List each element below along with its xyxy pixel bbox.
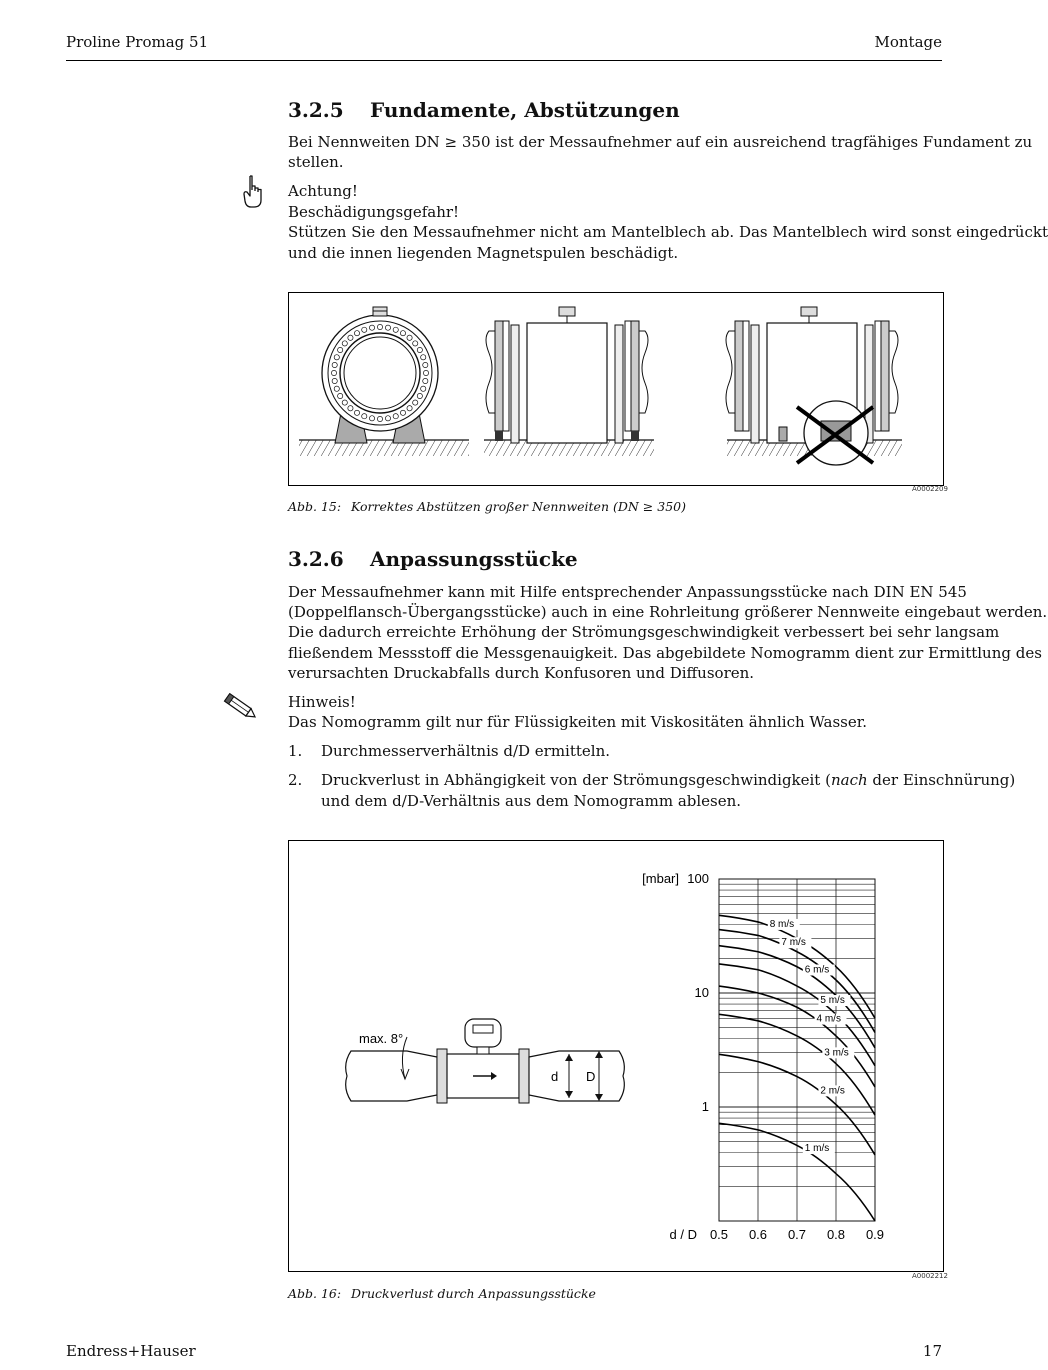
x-tick-label: 0.8 xyxy=(826,1227,846,1242)
intro-line-2: stellen. xyxy=(288,153,344,171)
side-view-wrong xyxy=(726,307,902,465)
header-rule xyxy=(66,60,942,61)
para-line-5: verursachten Druckabfalls durch Konfusoren und Diffusoren. xyxy=(288,664,755,682)
step-text-end: der Einschnürung) xyxy=(867,771,1016,789)
header-right: Montage xyxy=(874,33,942,51)
section-title: Anpassungsstücke xyxy=(370,547,578,571)
figure-15-caption-text: Korrektes Abstützen großer Nennweiten (DN ≥ 350) xyxy=(351,499,686,514)
step-number: 1. xyxy=(288,742,303,760)
side-view-correct xyxy=(484,307,654,456)
step-text: Durchmesserverhältnis d/D ermitteln. xyxy=(321,742,611,760)
figure-16-frame xyxy=(288,840,944,1272)
front-view xyxy=(299,307,469,456)
y-tick-label: 100 xyxy=(687,871,709,886)
series-label: 3 m/s xyxy=(824,1047,849,1059)
reducer-diagram xyxy=(346,1019,625,1103)
small-d-label: d xyxy=(551,1069,559,1084)
footer-left: Endress+Hauser xyxy=(66,1342,196,1360)
nomogram-figure xyxy=(289,841,943,1271)
para-line-2: (Doppelflansch-Übergangsstücke) auch in eine Rohrleitung größerer Nennweite eingebaut werden. xyxy=(288,603,1048,621)
pencil-icon xyxy=(220,690,260,724)
big-d-label: D xyxy=(586,1069,596,1084)
figure-15-id: A0002209 xyxy=(912,485,948,493)
section-number: 3.2.6 xyxy=(288,547,344,571)
step-number: 2. xyxy=(288,771,303,789)
intro-line-1: Bei Nennweiten DN ≥ 350 ist der Messaufnehmer auf ein ausreichend tragfähiges Fundament zu xyxy=(288,133,1033,151)
nomogram-chart xyxy=(642,871,884,1242)
note-text: Das Nomogramm gilt nur für Flüssigkeiten mit Viskositäten ähnlich Wasser. xyxy=(288,713,868,731)
support-drawing xyxy=(289,293,943,485)
step-text: Druckverlust in Abhängigkeit von der Strömungsgeschwindigkeit ( xyxy=(321,771,831,789)
angle-label: max. 8° xyxy=(359,1031,404,1046)
section-number: 3.2.5 xyxy=(288,98,344,122)
section-title: Fundamente, Abstützungen xyxy=(370,98,680,122)
figure-16-caption-text: Druckverlust durch Anpassungsstücke xyxy=(351,1286,596,1301)
figure-16-caption-label: Abb. 16: xyxy=(288,1286,342,1301)
pointing-hand-icon xyxy=(240,174,266,210)
series-label: 2 m/s xyxy=(820,1085,845,1097)
series-label: 1 m/s xyxy=(804,1143,830,1155)
header-left: Proline Promag 51 xyxy=(66,33,209,51)
section-heading-325 xyxy=(288,98,680,122)
y-tick-label: 10 xyxy=(694,985,709,1000)
series-label: 4 m/s xyxy=(816,1013,841,1025)
note-title: Hinweis! xyxy=(288,693,356,711)
x-tick-label: 0.5 xyxy=(709,1227,729,1242)
warning-title: Achtung! xyxy=(288,182,358,200)
series-label: 6 m/s xyxy=(804,964,830,976)
y-axis-label: [mbar] xyxy=(642,871,679,886)
series-label: 5 m/s xyxy=(820,995,845,1007)
series-label: 8 m/s xyxy=(769,918,795,930)
figure-16-id: A0002212 xyxy=(912,1272,948,1280)
figure-15-frame xyxy=(288,292,944,486)
x-tick-label: 0.9 xyxy=(865,1227,885,1242)
step-2-line-2: und dem d/D-Verhältnis aus dem Nomogramm ablesen. xyxy=(321,792,742,810)
x-tick-label: 0.7 xyxy=(787,1227,807,1242)
y-tick-label: 1 xyxy=(701,1099,709,1114)
x-axis-label: d / D xyxy=(669,1227,697,1242)
step-1 xyxy=(288,741,610,762)
warning-line-1: Stützen Sie den Messaufnehmer nicht am Mantelblech ab. Das Mantelblech wird sonst eingedrückt xyxy=(288,223,1048,241)
x-tick-label: 0.6 xyxy=(748,1227,768,1242)
step-emphasis: nach xyxy=(830,771,868,789)
section-heading-326 xyxy=(288,547,578,571)
step-2 xyxy=(288,770,1015,791)
figure-15-caption-label: Abb. 15: xyxy=(288,499,342,514)
para-line-3: Die dadurch erreichte Erhöhung der Strömungsgeschwindigkeit verbessert bei sehr langsam xyxy=(288,623,1000,641)
warning-line-2: und die innen liegenden Magnetspulen beschädigt. xyxy=(288,244,679,262)
para-line-1: Der Messaufnehmer kann mit Hilfe entsprechender Anpassungsstücke nach DIN EN 545 xyxy=(288,583,967,601)
warning-subtitle: Beschädigungsgefahr! xyxy=(288,203,460,221)
para-line-4: fließendem Messstoff die Messgenauigkeit. Das abgebildete Nomogramm dient zur Ermittlung des xyxy=(288,644,1042,662)
series-label: 7 m/s xyxy=(781,937,806,949)
page-number: 17 xyxy=(922,1342,942,1360)
